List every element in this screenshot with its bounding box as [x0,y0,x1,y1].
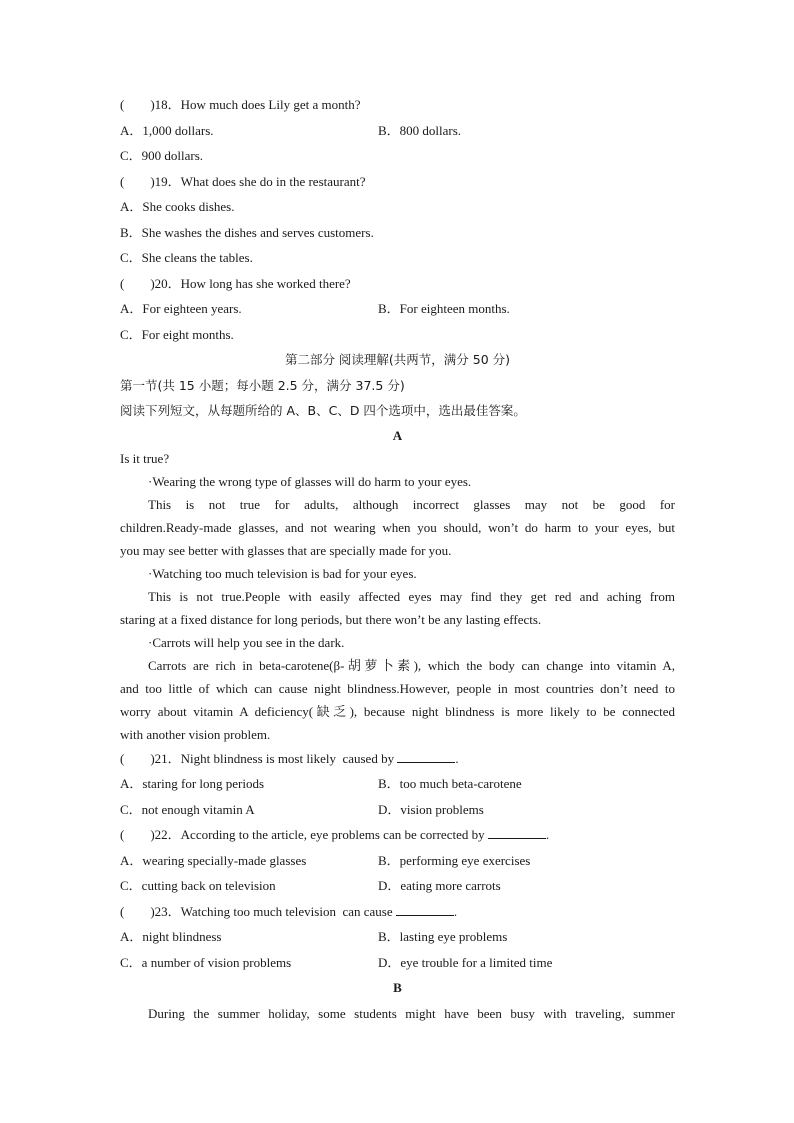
part-2-title: 第二部分 阅读理解(共两节，满分 50 分) [284,352,511,367]
document-page [120,92,675,1026]
question-19-prefix: ( )19． [120,173,181,189]
question-18-prefix: ( )18． [120,97,181,112]
passage-a-title: Is it true? [120,450,170,466]
question-20-text: How long has she worked there? [180,275,351,291]
paragraph-1-line-3: you may see better with glasses that are specially made for you. [120,542,452,558]
question-23-options-row2 [120,950,675,976]
answer-blank [488,826,546,839]
option-a: A．night blindness [120,929,222,944]
question-23-end: . [453,903,458,919]
passage-b-line-1: During the summer holiday, some students might have been busy with traveling, summer [148,1005,675,1021]
option-a: A．1,000 dollars. [120,122,214,138]
option-c: C．a number of vision problems [120,954,292,970]
question-18-options-row1 [120,118,675,144]
question-21-text: Night blindness is most likely caused by [180,750,398,766]
paragraph-1-line-1: This is not true for adults, although incorrect glasses may not be good for [148,496,675,512]
option-b: B．800 dollars. [378,122,462,138]
option-b: B．too much beta-carotene [378,776,522,791]
option-b: B．lasting eye problems [378,929,508,944]
question-21-options-row1 [120,771,675,797]
paragraph-3-line-4: with another vision problem. [120,726,271,742]
passage-a-label: A [392,427,403,443]
question-23-text: Watching too much television can cause [180,903,396,919]
reading-instruction: 阅读下列短文，从每题所给的 A、B、C、D 四个选项中，选出最佳答案。 [120,403,526,418]
option-b: B．For eighteen months. [378,301,510,316]
option-c: C．not enough vitamin A [120,801,255,817]
claim-1: ·Wearing the wrong type of glasses will do harm to your eyes. [148,473,472,489]
option-a: A．For eighteen years. [120,301,242,316]
section-1-heading: 第一节(共 15 小题；每小题 2.5 分，满分 37.5 分) [120,377,405,393]
question-22-options-row1 [120,848,675,874]
option-b: B．She washes the dishes and serves customers. [120,224,374,240]
option-a: A．She cooks dishes. [120,199,235,214]
question-21 [120,746,675,772]
option-c: C．900 dollars. [120,148,204,163]
option-c: C．She cleans the tables. [120,250,253,265]
option-d: D．vision problems [378,801,484,817]
question-23-prefix: ( )23． [120,903,181,919]
paragraph-1-line-2: children.Ready-made glasses, and not wearing when you should, won’t do harm to your eyes, but [120,519,675,535]
question-18 [120,92,675,118]
paragraph-2-line-1: This is not true.People with easily affected eyes may find they get red and aching from [148,588,675,604]
question-20 [120,271,675,297]
question-21-options-row2 [120,797,675,823]
paragraph-2-line-2: staring at a fixed distance for long periods, but there won’t be any lasting effects. [120,611,542,627]
question-20-prefix: ( )20． [120,275,181,291]
option-d: D．eye trouble for a limited time [378,954,553,970]
question-20-options-row2 [120,322,675,348]
question-21-end: . [455,750,459,766]
option-d: D．eating more carrots [378,878,501,893]
option-c: C．cutting back on television [120,878,276,893]
option-a: A．wearing specially-made glasses [120,852,307,868]
question-19-option-b-row [120,220,675,246]
question-22-options-row2 [120,873,675,899]
paragraph-3-line-3: worry about vitamin A deficiency(缺乏), because night blindness is more likely to be connected [120,703,675,719]
question-22-text: According to the article, eye problems can be corrected by [180,827,488,842]
question-19-option-c-row [120,245,675,271]
question-20-options-row1 [120,296,675,322]
question-22-prefix: ( )22． [120,827,181,842]
question-22-end: . [545,827,550,842]
question-19 [120,169,675,195]
claim-2: ·Watching too much television is bad for your eyes. [148,565,417,581]
question-23-options-row1 [120,924,675,950]
answer-blank [396,903,454,916]
question-22 [120,822,675,848]
question-18-options-row2 [120,143,675,169]
answer-blank [397,750,455,763]
paragraph-3-line-2: and too little of which can cause night blindness.However, people in most countries don’t need to [120,680,675,696]
option-b: B．performing eye exercises [378,852,531,868]
question-18-text: How much does Lily get a month? [180,97,361,112]
paragraph-3-line-1: Carrots are rich in beta-carotene(β-胡萝卜素), which the body can change into vitamin A, [148,657,675,673]
option-a: A．staring for long periods [120,776,265,791]
passage-b-label: B [393,980,402,995]
question-21-prefix: ( )21． [120,750,181,766]
claim-3: ·Carrots will help you see in the dark. [148,634,345,650]
question-19-text: What does she do in the restaurant? [180,173,366,189]
question-23 [120,899,675,925]
option-c: C．For eight months. [120,326,234,342]
question-19-option-a-row [120,194,675,220]
